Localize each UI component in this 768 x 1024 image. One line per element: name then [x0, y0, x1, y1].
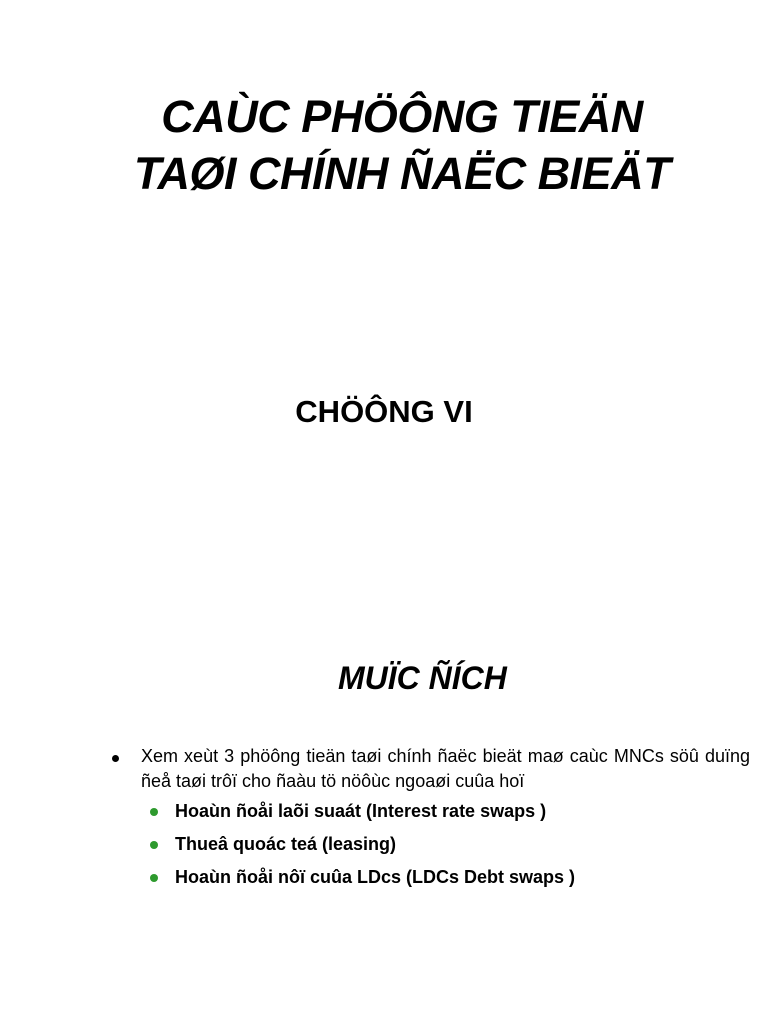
chapter-heading: CHÖÔNG VI [295, 394, 473, 429]
bullet-dot-icon [112, 755, 119, 762]
main-bullet-text: Xem xeùt 3 phöông tieän taøi chính ñaëc bieät maø caùc MNCs söû duïng ñeå taøi trôï cho ñaàu tö nöôùc ngoaøi cuûa hoï [141, 746, 750, 791]
sub-bullet-text: Hoaùn ñoåi nôï cuûa LDcs (LDCs Debt swaps ) [175, 867, 576, 887]
purpose-heading: MUÏC ÑÍCH [338, 660, 507, 696]
green-bullet-icon [150, 841, 158, 849]
main-bullet-item [0, 744, 750, 794]
sub-bullet-text: Thueâ quoác teá (leasing) [175, 834, 397, 854]
sub-bullet-text: Hoaùn ñoåi laõi suaát (Interest rate swaps ) [175, 801, 547, 821]
title-line-2: TAØI CHÍNH ÑAËC BIEÄT [133, 148, 671, 199]
sub-bullet-item [0, 865, 768, 898]
sub-bullet-item [0, 799, 768, 832]
title-line-1: CAÙC PHÖÔNG TIEÄN [161, 91, 643, 142]
page-title [0, 88, 768, 202]
sub-bullet-item [0, 832, 768, 865]
green-bullet-icon [150, 808, 158, 816]
bullet-list [0, 744, 768, 898]
sub-bullet-list [0, 799, 768, 898]
green-bullet-icon [150, 874, 158, 882]
